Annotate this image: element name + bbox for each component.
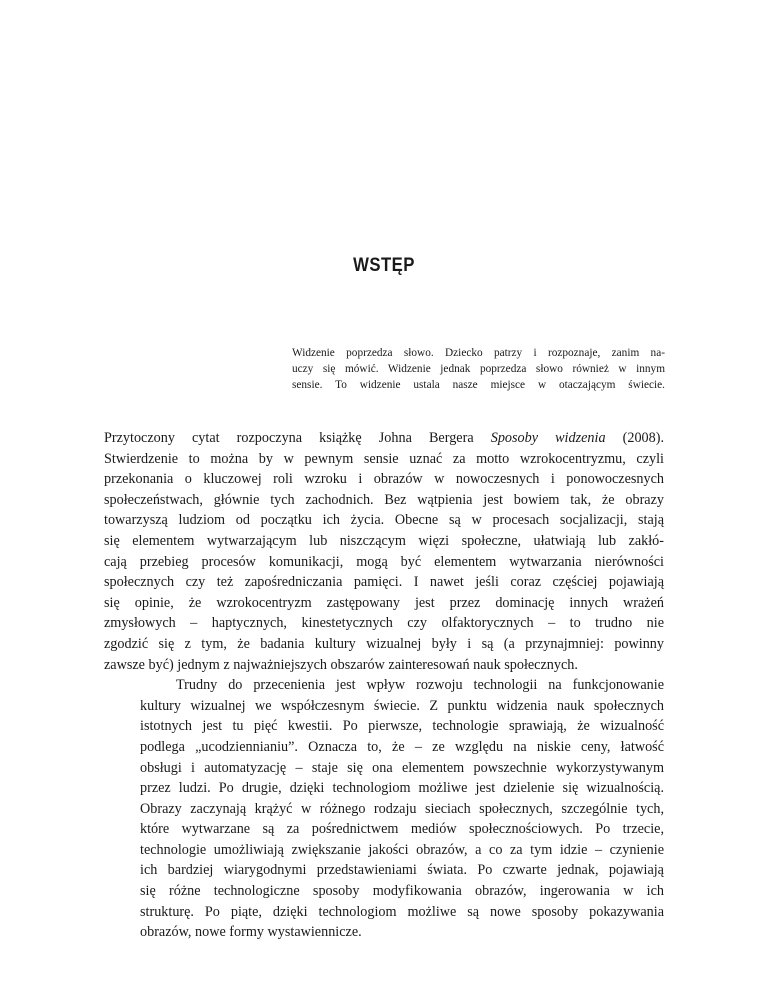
paragraph-line: istotnych jest tu pięć kwestii. Po pierwsze, technologie sprawiają, że wizualność bbox=[140, 718, 664, 735]
paragraph-1 bbox=[104, 428, 664, 675]
paragraph-line: się opinie, że wzrokocentryzm zastępowany jest przez dominację innych wrażeń bbox=[104, 594, 664, 611]
paragraph-line: Obrazy zaczynają krążyć w różnego rodzaju sieciach społecznych, szczególnie tych, bbox=[140, 800, 664, 817]
paragraph-line: Trudny do przecenienia jest wpływ rozwoju technologii na funkcjonowanie bbox=[176, 677, 664, 694]
paragraph-line: obrazów, nowe formy wystawiennicze. bbox=[140, 924, 362, 941]
chapter-title: WSTĘP bbox=[353, 255, 415, 276]
paragraph-line: przekonania o kluczowej roli wzroku i obrazów w nowoczesnych i ponowoczesnych bbox=[104, 471, 664, 488]
paragraph-line: technologie umożliwiają zwiększanie jakości obrazów, a co za tym idzie – czynienie bbox=[140, 841, 664, 858]
paragraph-line: podlega „ucodziennianiu”. Oznacza to, że – ze względu na niskie ceny, łatwość bbox=[140, 738, 664, 755]
epigraph-line: Widzenie poprzedza słowo. Dziecko patrzy i rozpoznaje, zanim na- bbox=[292, 347, 665, 359]
body-text bbox=[104, 428, 664, 943]
book-title-italic: Sposoby widzenia bbox=[490, 430, 606, 446]
paragraph-2 bbox=[104, 675, 664, 943]
paragraph-line: się różne technologiczne sposoby modyfikowania obrazów, ingerowania w ich bbox=[140, 883, 664, 900]
epigraph-quote bbox=[292, 345, 665, 393]
paragraph-line: się elementem wytwarzającym lub niszczącym więzi społeczne, ułatwiają lub zakłó- bbox=[104, 532, 664, 549]
epigraph-line: sensie. To widzenie ustala nasze miejsce w otaczającym świecie. bbox=[292, 379, 665, 391]
paragraph-line bbox=[104, 428, 664, 449]
paragraph-line: zgodzić się z tym, że badania kultury wizualnej były i są (a przynajmniej: powinny bbox=[104, 635, 664, 652]
paragraph-line: strukturę. Po piąte, dzięki technologiom możliwe są nowe sposoby pokazywania bbox=[140, 903, 664, 920]
paragraph-line: zmysłowych – haptycznych, kinestetycznych czy olfaktorycznych – to trudno nie bbox=[104, 615, 664, 632]
paragraph-line: które wytwarzane są za pośrednictwem mediów społecznościowych. Po trzecie, bbox=[140, 821, 664, 838]
paragraph-1-year: (2008). bbox=[622, 430, 665, 446]
paragraph-line: zawsze być) jednym z najważniejszych obszarów zainteresowań nauk społecznych. bbox=[104, 656, 578, 673]
paragraph-line: towarzyszą ludziom od początku ich życia. Obecne są w procesach socjalizacji, stają bbox=[104, 512, 664, 529]
paragraph-line: cają przebieg procesów komunikacji, mogą być elementem wytwarzania nierówności bbox=[104, 553, 664, 570]
paragraph-1-intro-text: Przytoczony cytat rozpoczyna książkę Johna Bergera bbox=[104, 430, 474, 446]
paragraph-line: społeczeństwach, głównie tych zachodnich. Bez wątpienia jest bowiem tak, że obrazy bbox=[104, 491, 664, 508]
paragraph-line: ich bardziej wiarygodnymi przedstawieniami świata. Po czwarte jednak, pojawiają bbox=[140, 862, 664, 879]
epigraph-line: uczy się mówić. Widzenie jednak poprzedza słowo również w innym bbox=[292, 363, 665, 375]
paragraph-line: społecznych czy też zapośredniczania pamięci. I nawet jeśli coraz częściej pojawiają bbox=[104, 574, 664, 591]
paragraph-line: kultury wizualnej we współczesnym świecie. Z punktu widzenia nauk społecznych bbox=[140, 697, 664, 714]
paragraph-line: Stwierdzenie to można by w pewnym sensie uznać za motto wzrokocentryzmu, czyli bbox=[104, 450, 664, 467]
paragraph-line: obsługi i automatyzację – staje się ona elementem powszechnie wykorzystywanym bbox=[140, 759, 664, 776]
paragraph-line: przez ludzi. Po drugie, dzięki technologiom możliwe jest dzielenie się wizualnością. bbox=[140, 780, 664, 797]
